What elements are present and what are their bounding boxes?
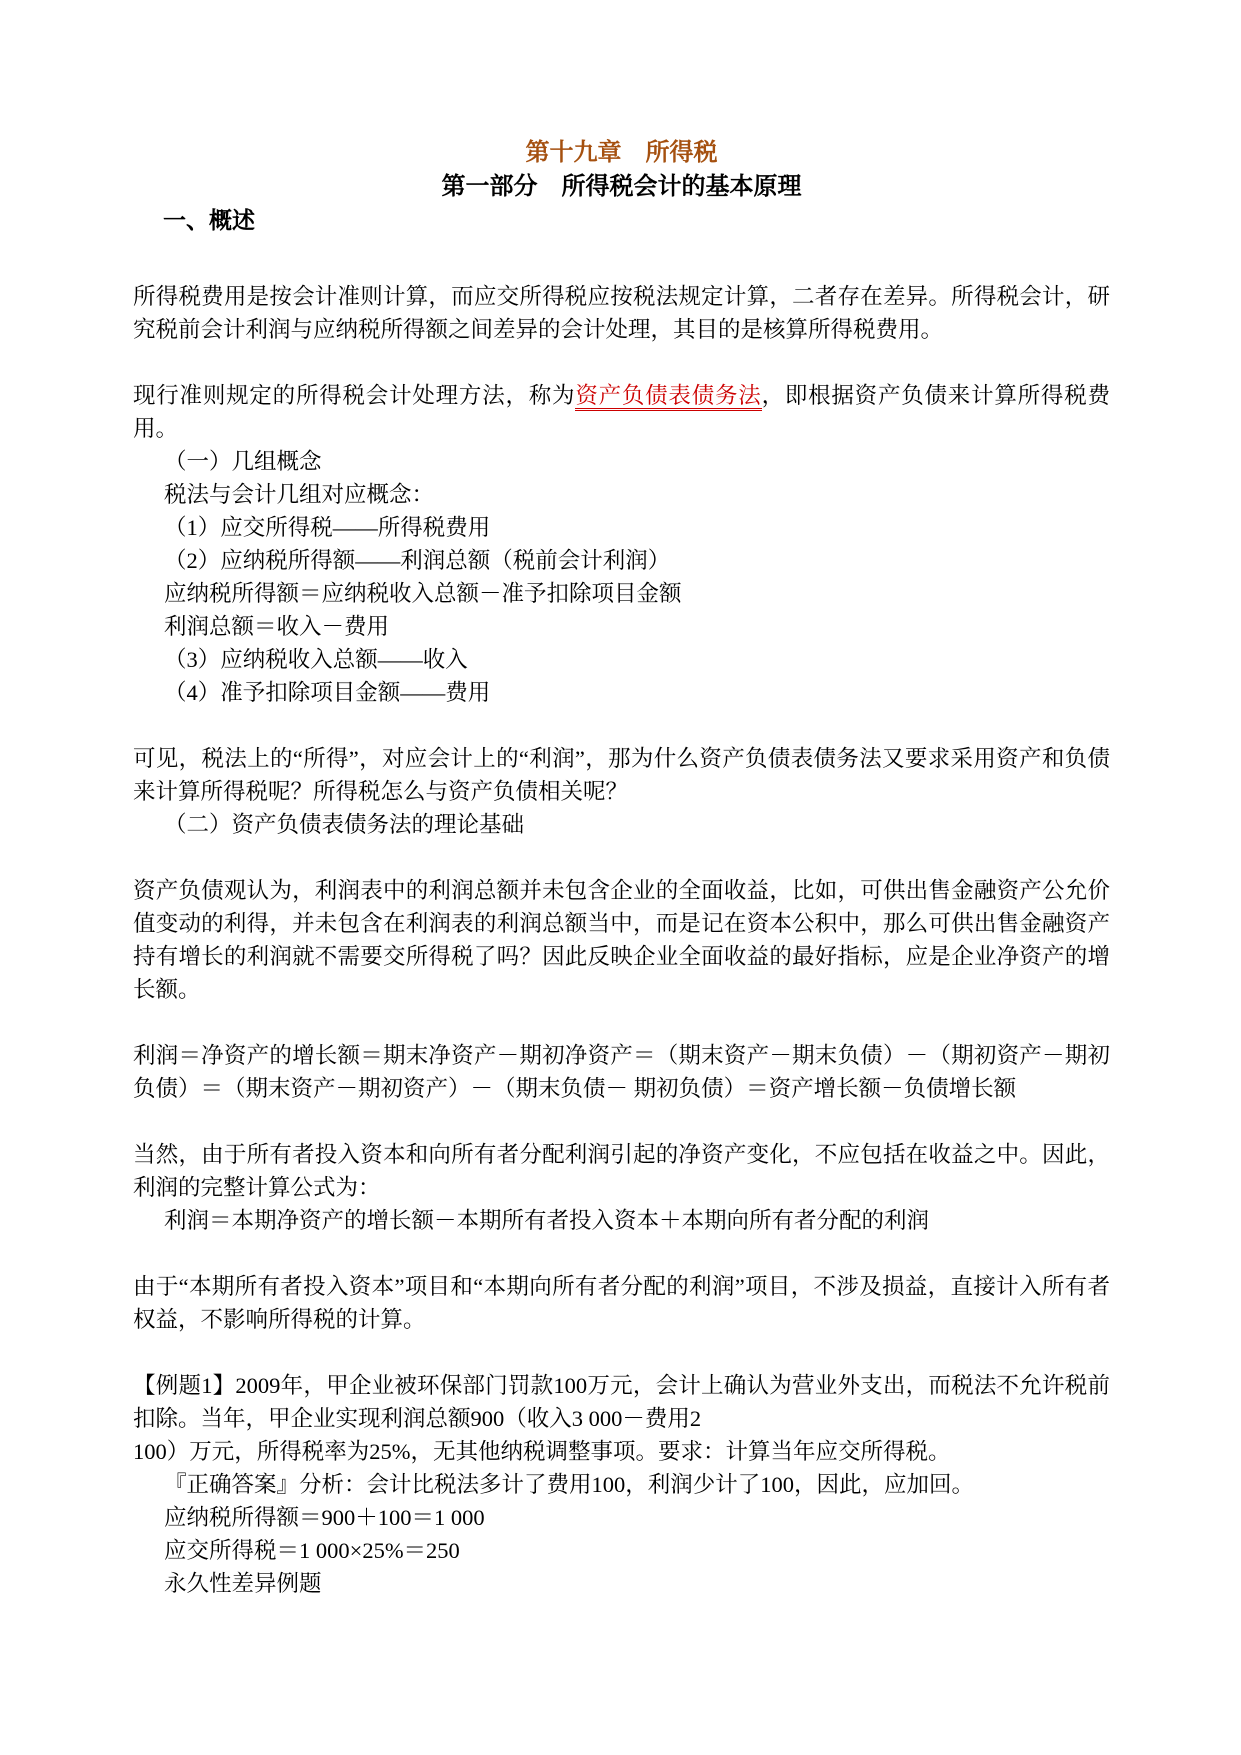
full-profit-formula: 利润＝本期净资产的增长额－本期所有者投入资本＋本期向所有者分配的利润 (164, 1208, 930, 1233)
answer-taxable-income-formula: 应纳税所得额＝900＋100＝1 000 (164, 1505, 485, 1530)
section-heading: 一、概述 (163, 208, 255, 233)
permanent-difference-note: 永久性差异例题 (164, 1571, 322, 1596)
theory-basis-heading: （二）资产负债表债务法的理论基础 (164, 812, 525, 837)
concept-item-4: （4）准予扣除项目金额——费用 (164, 680, 491, 705)
concept-list-intro: 税法与会计几组对应概念： (164, 482, 435, 507)
method-text-after: ，即根据资产负债来计算所得税费用。 (133, 383, 1110, 441)
example-1-continued: 100）万元，所得税率为25%，无其他纳税调整事项。要求：计算当年应交所得税。 (133, 1439, 951, 1464)
intro-paragraph: 所得税费用是按会计准则计算，而应交所得税应按税法规定计算，二者存在差异。所得税会计，研究税前会计利润与应纳税所得额之间差异的会计处理，其目的是核算所得税费用。 (133, 284, 1110, 342)
answer-tax-payable-formula: 应交所得税＝1 000×25%＝250 (164, 1538, 460, 1563)
concept-item-3: （3）应纳税收入总额——收入 (164, 647, 468, 672)
balance-view-paragraph: 资产负债观认为，利润表中的利润总额并未包含企业的全面收益，比如，可供出售金融资产公允价值变动的利得，并未包含在利润表的利润总额当中，而是记在资本公积中，那么可供出售金融资产持有增长的利润就不需要交所得税了吗？因此反映企业全面收益的最好指标，应是企业净资产的增长额。 (133, 878, 1110, 1002)
part-title: 第一部分 所得税会计的基本原理 (441, 174, 802, 200)
balance-sheet-liability-method-link[interactable]: 资产负债表债务法 (575, 383, 761, 411)
example-1-text: 【例题1】2009年，甲企业被环保部门罚款100万元，会计上确认为营业外支出，而税法不允许税前扣除。当年，甲企业实现利润总额900（收入3 000－费用2 (133, 1373, 1110, 1431)
question-paragraph: 可见，税法上的“所得”，对应会计上的“利润”，那为什么资产负债表债务法又要求采用资产和负债来计算所得税呢？所得税怎么与资产负债相关呢？ (133, 746, 1110, 804)
method-paragraph (133, 379, 1110, 445)
concept-item-1: （1）应交所得税——所得税费用 (164, 515, 491, 540)
concept-formula-total-profit: 利润总额＝收入－费用 (164, 614, 390, 639)
example-1-paragraph (133, 1369, 1110, 1468)
concept-formula-taxable-income: 应纳税所得额＝应纳税收入总额－准予扣除项目金额 (164, 581, 682, 606)
chapter-title: 第十九章 所得税 (525, 140, 718, 166)
concept-group-heading: （一）几组概念 (164, 449, 322, 474)
owner-changes-paragraph: 当然，由于所有者投入资本和向所有者分配利润引起的净资产变化，不应包括在收益之中。因此，利润的完整计算公式为： (133, 1142, 1110, 1200)
equity-paragraph: 由于“本期所有者投入资本”项目和“本期向所有者分配的利润”项目，不涉及损益，直接计入所有者权益，不影响所得税的计算。 (133, 1274, 1110, 1332)
method-text-before: 现行准则规定的所得税会计处理方法，称为 (133, 383, 576, 408)
profit-formula-paragraph: 利润＝净资产的增长额＝期末净资产－期初净资产＝（期末资产－期末负债）－（期初资产－期初负债）＝（期末资产－期初资产）－（期末负债－ 期初负债）＝资产增长额－负债增长额 (133, 1043, 1110, 1101)
concept-item-2: （2）应纳税所得额——利润总额（税前会计利润） (164, 548, 671, 573)
answer-analysis: 『正确答案』分析：会计比税法多计了费用100，利润少计了100，因此，应加回。 (164, 1472, 975, 1497)
